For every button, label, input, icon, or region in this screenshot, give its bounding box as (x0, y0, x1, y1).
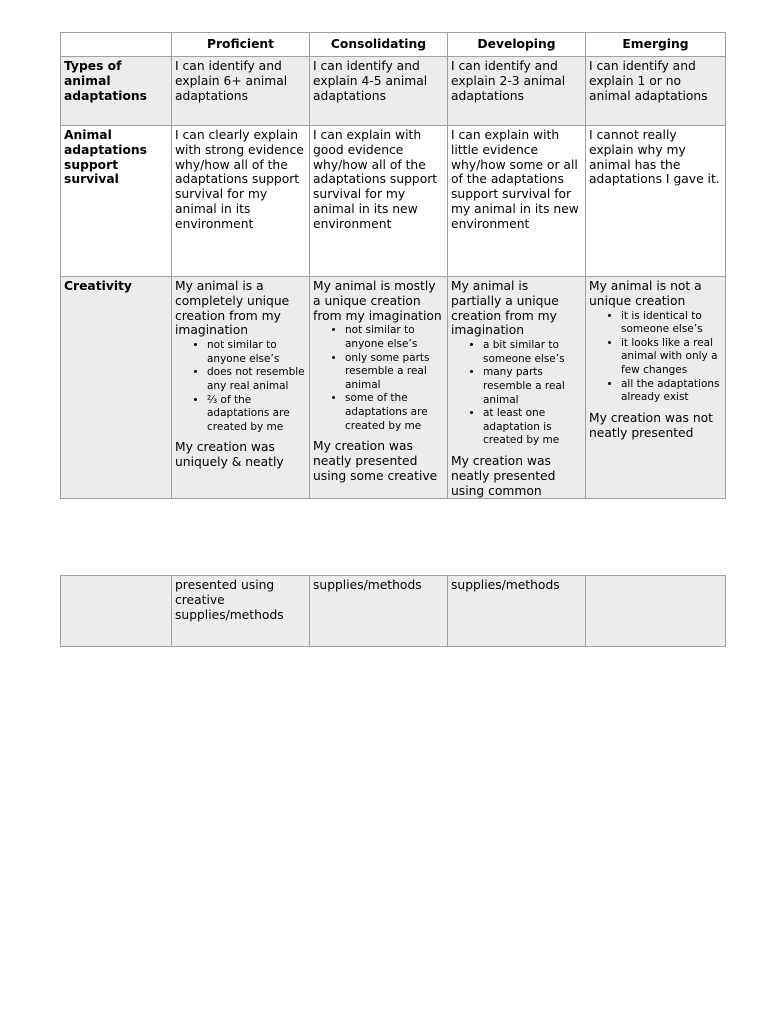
cell-intro: My animal is a completely unique creation from my imagination (175, 279, 290, 338)
cell-after: My creation was not neatly presented (589, 410, 713, 440)
table-row (61, 57, 726, 126)
cell-intro: My animal is mostly a unique creation from my imagination (313, 279, 442, 323)
list-item: • only some parts resemble a real animal (345, 352, 444, 393)
rubric-table-continued (60, 575, 726, 647)
list-item: • not similar to anyone else’s (345, 324, 444, 351)
row-label-types: Types of animal adaptations (61, 57, 172, 126)
table-cell: I can explain with good evidence why/how all of the adaptations support survival for my animal in its new environment (310, 126, 448, 277)
list-item: • many parts resemble a real animal (483, 366, 582, 407)
table-cell (448, 277, 586, 499)
table-cell: I can clearly explain with strong evidence why/how all of the adaptations support survival for my animal in its environment (172, 126, 310, 277)
table-cell: I cannot really explain why my animal has the adaptations I gave it. (586, 126, 726, 277)
table-cell (310, 277, 448, 499)
table-row (61, 277, 726, 499)
table-row (61, 576, 726, 647)
criteria-list (175, 339, 306, 434)
table-cell (172, 277, 310, 499)
list-item: • at least one adaptation is created by me (483, 407, 582, 448)
header-developing: Developing (448, 33, 586, 57)
cell-after: My creation was uniquely & neatly (175, 440, 284, 470)
list-item: • all the adaptations already exist (621, 378, 722, 405)
row-label-survival: Animal adaptations support survival (61, 126, 172, 277)
header-emerging: Emerging (586, 33, 726, 57)
table-cell (586, 277, 726, 499)
cell-intro: My animal is partially a unique creation from my imagination (451, 279, 559, 338)
table-cell: supplies/methods (448, 576, 586, 647)
cell-after: My creation was neatly presented using common (451, 453, 556, 498)
criteria-list (589, 310, 722, 405)
table-cell: presented using creative supplies/methods (172, 576, 310, 647)
table-cell: supplies/methods (310, 576, 448, 647)
criteria-list (451, 339, 582, 448)
list-item: • does not resemble any real animal (207, 366, 306, 393)
table-cell: I can identify and explain 6+ animal adaptations (172, 57, 310, 126)
table-cell: I can identify and explain 2-3 animal adaptations (448, 57, 586, 126)
row-label-continued (61, 576, 172, 647)
header-proficient: Proficient (172, 33, 310, 57)
cell-intro: My animal is not a unique creation (589, 279, 702, 308)
list-item: • it looks like a real animal with only a few changes (621, 337, 722, 378)
criteria-list (313, 324, 444, 433)
table-row (61, 126, 726, 277)
list-item: • ⅔ of the adaptations are created by me (207, 394, 306, 435)
table-cell: I can identify and explain 4-5 animal adaptations (310, 57, 448, 126)
list-item: • some of the adaptations are created by me (345, 392, 444, 433)
rubric-table (60, 32, 726, 499)
header-corner (61, 33, 172, 57)
row-label-creativity: Creativity (61, 277, 172, 499)
table-cell: I can explain with little evidence why/how some or all of the adaptations support survival for my animal in its new environment (448, 126, 586, 277)
table-cell (586, 576, 726, 647)
table-cell: I can identify and explain 1 or no animal adaptations (586, 57, 726, 126)
list-item: • it is identical to someone else’s (621, 310, 722, 337)
list-item: • a bit similar to someone else’s (483, 339, 582, 366)
header-row (61, 33, 726, 57)
cell-after: My creation was neatly presented using some creative (313, 439, 438, 483)
list-item: • not similar to anyone else’s (207, 339, 306, 366)
header-consolidating: Consolidating (310, 33, 448, 57)
